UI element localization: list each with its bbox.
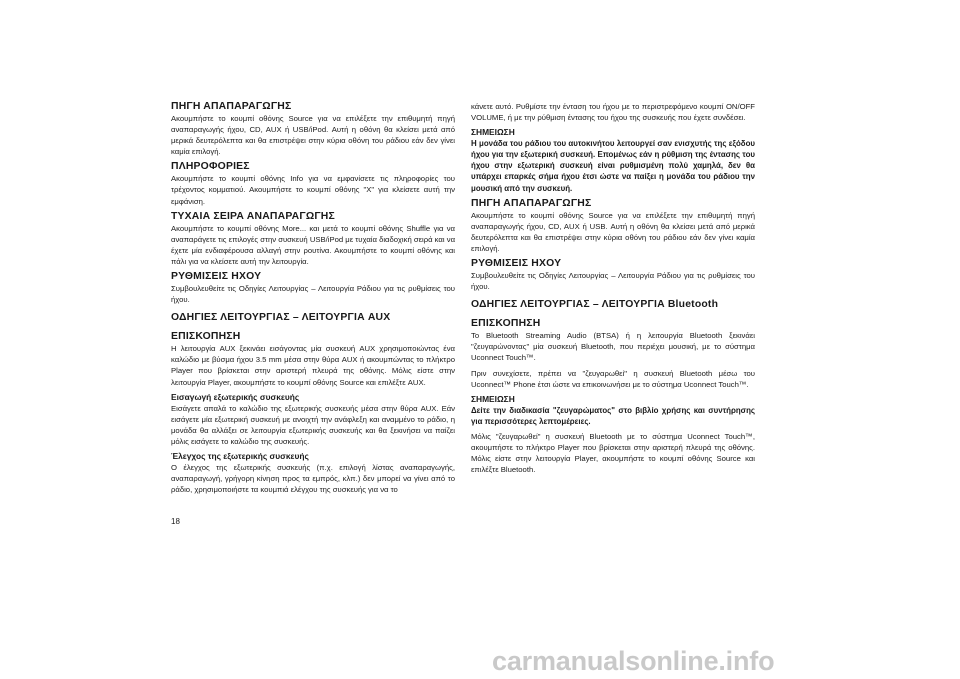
subsection-title-control-device: Έλεγχος της εξωτερικής συσκευής <box>171 450 309 461</box>
left-column <box>171 101 455 495</box>
section-title-audio-2: ΡΥΘΜΙΣΕΙΣ ΗΧΟΥ <box>471 258 562 270</box>
continued-text: κάνετε αυτό. Ρυθμίστε την ένταση του ήχου με το περιστρεφόμενο κουμπί ON/OFF VOLUME, ή με την ρύθμιση έντασης του ήχου της συσκευής που έχετε συνδέσει. <box>471 102 755 123</box>
section-title-overview: ΕΠΙΣΚΟΠΗΣΗ <box>171 331 241 343</box>
note-title-2: ΣΗΜΕΙΩΣΗ <box>471 393 515 404</box>
section-title-shuffle: ΤΥΧΑΙΑ ΣΕΙΡΑ ΑΝΑΠΑΡΑΓΩΓΗΣ <box>171 210 335 222</box>
note-text-2: Δείτε την διαδικασία "ζευγαρώματος" στο βιβλίο χρήσης και συντήρησης για περισσότερες λεπτομέρειες. <box>471 405 755 426</box>
section-text-info: Ακουμπήστε το κουμπί οθόνης Info για να εμφανίσετε τις πληροφορίες του τρέχοντος κομματιού. Ακουμπήστε το κουμπί οθόνης "X" για κλείσετε αυτή την εμφάνιση. <box>171 174 455 206</box>
section-title-info: ΠΛΗΡΟΦΟΡΙΕΣ <box>171 161 250 173</box>
section-text-overview: Η λειτουργία AUX ξεκινάει εισάγοντας μία συσκευή AUX χρησιμοποιώντας ένα καλώδιο με βύσμα ήχου 3.5 mm μέσα στην θύρα AUX ή ακουμπώντας το πλήκτρο Player που βρίσκεται στην αριστερή πλευρά της οθόνης. Μόλις είστε στην λειτουργία Player, ακουμπήστε το κουμπί οθόνης Source και επιλέξτε AUX. <box>171 344 455 387</box>
section-text-shuffle: Ακουμπήστε το κουμπί οθόνης More... και μετά το κουμπί οθόνης Shuffle για να αναπαράγετε τις επιλογές στην συσκευή USB/iPod με τυχαία διαδοχική σειρά και να έχετε μία ενδιαφέρουσα αλλαγή στην ρουτίνα. Ακουμπήστε το κουμπί οθόνης και πάλι για να κλείσετε αυτή την λειτουργία. <box>171 223 456 266</box>
section-text-overview-2: Το Bluetooth Streaming Audio (BTSA) ή η λειτουργία Bluetooth ξεκινάει "ζευγαρώνοντας" μία συσκευή Bluetooth, που περιέχει μουσική, με το σύστημα Uconnect Touch™. <box>471 331 755 363</box>
section-text-audio-2: Συμβουλευθείτε τις Οδηγίες Λειτουργίας – Λειτουργία Ράδιου για τις ρυθμίσεις του ήχου. <box>471 271 755 292</box>
watermark: carmanualsonline.info <box>492 646 775 676</box>
section-title-source-2: ΠΗΓΗ ΑΠΑΠΑΡΑΓΩΓΗΣ <box>471 197 592 209</box>
note-text: Η μονάδα του ράδιου του αυτοκινήτου λειτουργεί σαν ενισχυτής της εξόδου ήχου για την εξωτερική συσκευή. Επομένως εάν η ρύθμιση της έντασης του ήχου στην εξωτερική συσκευή είναι ρυθμισμένη πολύ χαμηλά, δεν θα υπάρχει επαρκές σήμα ήχου έτσι ώστε να παίξει η μονάδα του ράδιου την μουσική από την συσκευή. <box>471 139 755 193</box>
section-title-aux-mode: ΟΔΗΓΙΕΣ ΛΕΙΤΟΥΡΓΙΑΣ – ΛΕΙΤΟΥΡΓΙΑ AUX <box>171 312 391 324</box>
section-title-source: ΠΗΓΗ ΑΠΑΠΑΡΑΓΩΓΗΣ <box>171 101 292 112</box>
section-title-audio: ΡΥΘΜΙΣΕΙΣ ΗΧΟΥ <box>171 271 262 283</box>
right-column <box>471 101 755 475</box>
subsection-text-control-device: Ο έλεγχος της εξωτερικής συσκευής (π.χ. επιλογή λίστας αναπαραγωγής, αναπαραγωγή, γρήγορη κίνηση προς τα εμπρός, κλπ.) δεν μπορεί να γίνει από το ράδιο, χρησιμοποιήστε τα κουμπιά ελέγχου της συσκευής για να το <box>171 462 455 495</box>
section-title-overview-2: ΕΠΙΣΚΟΠΗΣΗ <box>471 318 541 330</box>
section-text-bluetooth-player: Μόλις "ζευγαρωθεί" η συσκευή Bluetooth με το σύστημα Uconnect Touch™, ακουμπήστε το πλήκτρο Player που βρίσκεται στην αριστερή πλευρά της οθόνης. Μόλις είστε στην λειτουργία Player, ακουμπήστε το κουμπί οθόνης Source και επιλέξτε Bluetooth. <box>471 431 755 475</box>
subsection-text-insert-device: Εισάγετε απαλά το καλώδιο της εξωτερικής συσκευής μέσα στην θύρα AUX. Εάν εισάγετε μία εξωτερική συσκευή με ανοιχτή την ανάφλεξη και αναμμένο το ράδιο, η μονάδα θα αλλάξει σε λειτουργία εξωτερικής συσκευής και θα ξεκινήσει να παίζει μόλις εισάγετε το καλώδιο της συσκευής. <box>171 403 455 446</box>
page-number: 18 <box>171 517 180 526</box>
section-text-source: Ακουμπήστε το κουμπί οθόνης Source για να επιλέξετε την επιθυμητή πηγή αναπαραγωγής ήχου, CD, AUX ή USB/iPod. Αυτή η οθόνη θα κλείσει μετά από μερικά δευτερόλεπτα και θα επιστρέψει στην κύρια οθόνη του ράδιου εάν δεν γίνει καμία επιλογή. <box>171 114 455 157</box>
section-text-audio: Συμβουλευθείτε τις Οδηγίες Λειτουργίας – Λειτουργία Ράδιου για τις ρυθμίσεις του ήχου. <box>171 284 455 305</box>
section-title-bluetooth-mode: ΟΔΗΓΙΕΣ ΛΕΙΤΟΥΡΓΙΑΣ – ΛΕΙΤΟΥΡΓΙΑ Bluetooth <box>471 299 719 311</box>
note-title: ΣΗΜΕΙΩΣΗ <box>471 127 515 138</box>
subsection-title-insert-device: Εισαγωγή εξωτερικής συσκευής <box>171 391 300 402</box>
section-text-source-2: Ακουμπήστε το κουμπί οθόνης Source για να επιλέξετε την επιθυμητή πηγή αναπαραγωγής ήχου, CD, AUX ή USB. Αυτή η οθόνη θα κλείσει μετά από μερικά δευτερόλεπτα και θα επιστρέψει στην κύρια οθόνη του ράδιου εάν δεν γίνει καμία επιλογή. <box>471 210 755 253</box>
section-text-pairing: Πριν συνεχίσετε, πρέπει να "ζευγαρωθεί" η συσκευή Bluetooth μέσω του Uconnect™ Phone έτσι ώστε να επικοινωνήσει με το σύστημα Uconnect Touch™. <box>471 368 755 389</box>
